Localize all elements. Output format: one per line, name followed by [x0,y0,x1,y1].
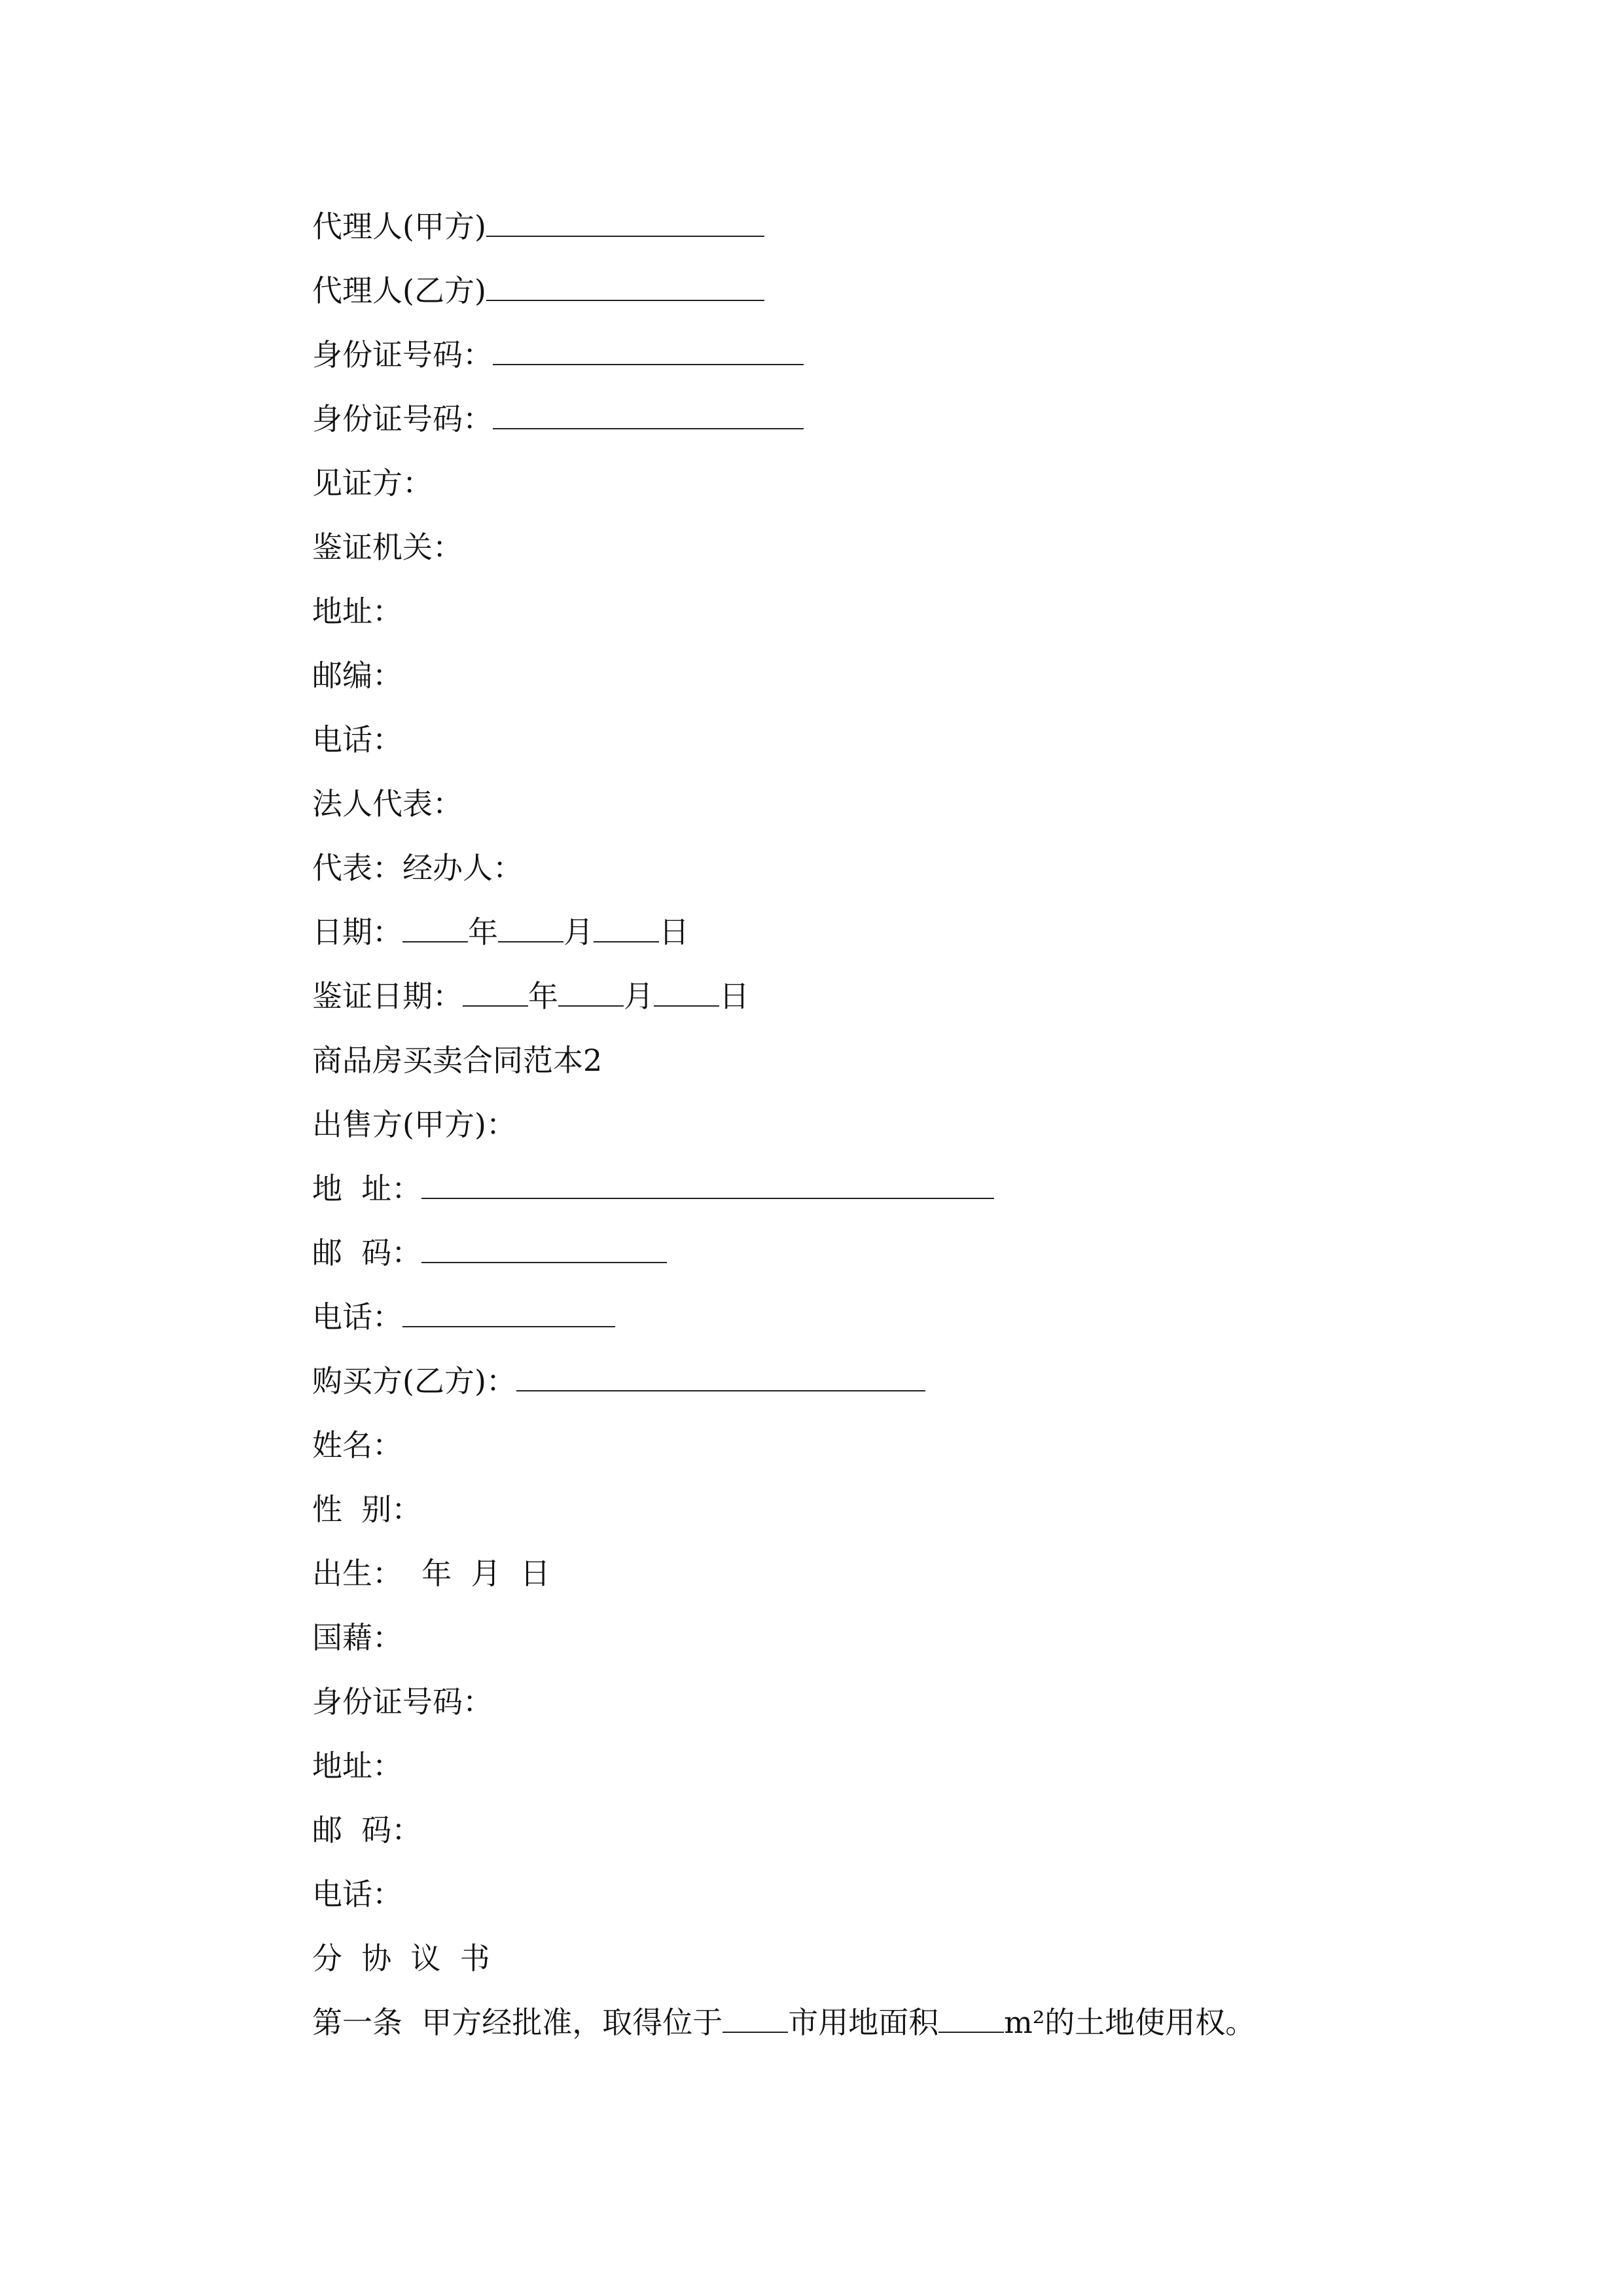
phone-label-1: 电话： [312,722,402,757]
buyer-phone-line [312,1868,402,1920]
gender-line [312,1483,421,1535]
buyer-postcode-line [312,1804,421,1856]
verify-date-line [312,970,749,1022]
seller-postcode-label: 邮 码： [312,1235,422,1270]
id-number-line-1 [312,329,804,381]
buyer-phone-label: 电话： [312,1876,402,1912]
date-month-blank[interactable] [498,906,563,942]
seller-phone-blank[interactable] [402,1291,615,1327]
seller-label: 出售方(甲方)： [312,1107,516,1142]
buyer-line [312,1355,925,1407]
buyer-id-label: 身份证号码： [312,1684,493,1719]
date-year-label: 年 [468,914,498,950]
contract-title: 商品房买卖合同范本2 [312,1043,603,1078]
article-one-line [312,1996,1255,2049]
agent-b-label: 代理人(乙方) [312,273,486,308]
witness-line [312,457,433,509]
agent-b-blank[interactable] [486,264,764,301]
seller-address-line [312,1162,994,1215]
handler-line [312,842,523,894]
birth-label: 出生： 年 月 日 [312,1556,550,1591]
contract-title-line [312,1034,602,1086]
authority-label: 鉴证机关： [312,529,463,565]
buyer-address-label: 地址： [312,1748,402,1784]
id-number-blank-2[interactable] [493,393,804,429]
article-one-text: 第一条 甲方经批准，取得位于 [312,2005,723,2040]
id-number-label-1: 身份证号码： [312,337,493,372]
address-line-1 [312,585,402,637]
postcode-line-1 [312,649,402,702]
sub-agreement-title: 分 协 议 书 [312,1941,490,1976]
article-one-area-blank[interactable] [938,1996,1004,2033]
seller-address-blank[interactable] [421,1162,994,1199]
buyer-id-line [312,1676,493,1728]
article-one-city-blank[interactable] [722,1996,788,2033]
seller-postcode-line [312,1227,667,1279]
legal-rep-label: 法人代表： [312,786,463,821]
id-number-label-2: 身份证号码： [312,401,493,437]
buyer-label: 购买方(乙方)： [312,1363,516,1399]
date-label: 日期： [312,914,402,950]
date-day-label: 日 [659,914,689,950]
handler-label: 代表：经办人： [312,850,523,886]
name-label: 姓名： [312,1427,402,1463]
verify-date-label: 鉴证日期： [312,978,463,1014]
agent-a-label: 代理人(甲方) [312,209,486,244]
verify-date-month-blank[interactable] [558,970,624,1007]
gender-label: 性 别： [312,1492,422,1527]
postcode-label-1: 邮编： [312,658,402,693]
agent-a-blank[interactable] [486,200,764,237]
buyer-blank[interactable] [516,1355,925,1391]
verify-date-day-blank[interactable] [654,970,719,1007]
seller-postcode-blank[interactable] [421,1227,667,1263]
date-year-blank[interactable] [402,906,468,942]
seller-phone-line [312,1291,615,1343]
date-month-label: 月 [563,914,594,950]
verify-date-year-blank[interactable] [463,970,528,1007]
address-label-1: 地址： [312,594,402,629]
seller-address-label: 地 址： [312,1171,422,1206]
witness-label: 见证方： [312,465,433,501]
article-one-mid-text: 市用地面积 [788,2005,939,2040]
date-day-blank[interactable] [594,906,659,942]
date-line [312,906,689,958]
sub-agreement-title-line [312,1932,490,1984]
seller-phone-label: 电话： [312,1299,402,1335]
id-number-blank-1[interactable] [493,329,804,365]
id-number-line-2 [312,393,804,445]
agent-a-line [312,200,764,253]
seller-line [312,1098,516,1151]
nationality-label: 国藉： [312,1620,402,1655]
verify-date-year-label: 年 [528,978,558,1014]
agent-b-line [312,264,764,317]
buyer-address-line [312,1740,402,1792]
birth-line [312,1547,550,1600]
verify-date-day-label: 日 [719,978,749,1014]
phone-line-1 [312,713,402,766]
verify-date-month-label: 月 [624,978,654,1014]
nationality-line [312,1611,402,1664]
name-line [312,1419,402,1471]
buyer-postcode-label: 邮 码： [312,1812,422,1848]
legal-rep-line [312,778,463,830]
article-one-end-text: m²的土地使用权。 [1004,2005,1256,2040]
authority-line [312,521,463,573]
